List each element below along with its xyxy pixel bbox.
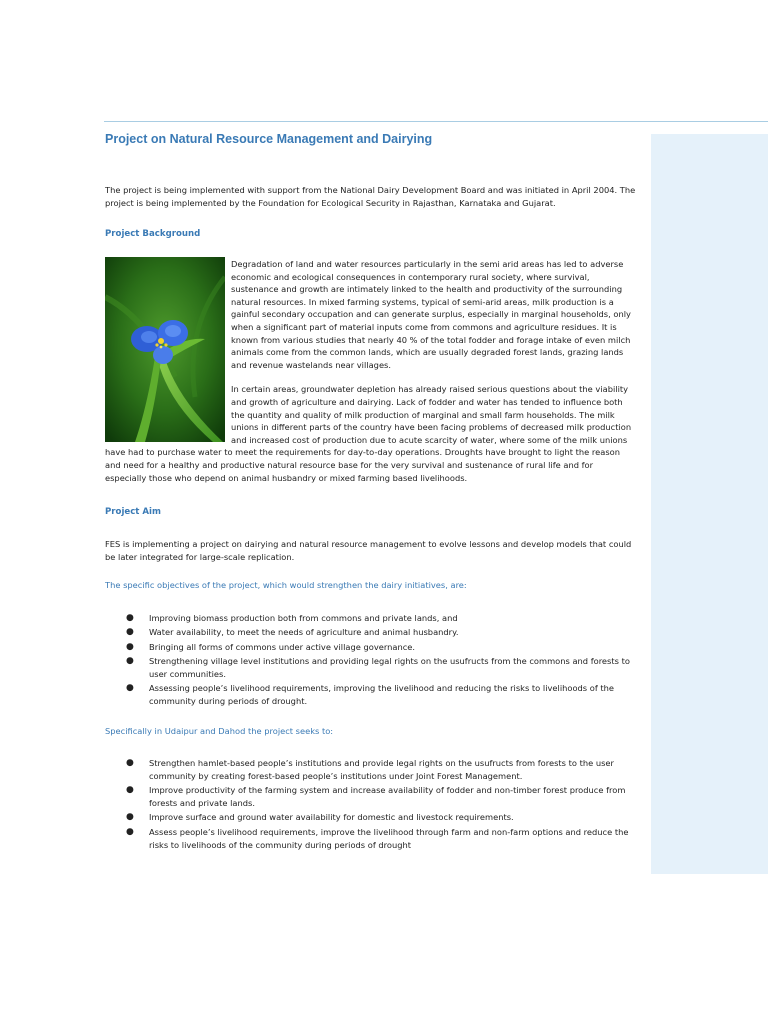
specific-list [124, 757, 644, 853]
bullet-icon: ● [126, 613, 134, 623]
bullet-icon: ● [126, 683, 134, 694]
list-item: ● Improving biomass production both from commons and private lands, and [126, 613, 458, 623]
list-item: ● Assessing people’s livelihood requirements, improving the livelihood and reducing the risks to livelihoods of the community during periods of drought. [126, 683, 615, 707]
header-rule [104, 121, 768, 122]
list-item: ● Water availability, to meet the needs of agriculture and animal husbandry. [126, 627, 459, 638]
bullet-icon: ● [126, 812, 134, 823]
bullet-icon: ● [126, 826, 134, 837]
background-paragraph-2: In certain areas, groundwater depletion has already raised serious questions about the viability and growth of agriculture and dairying. Lack of fodder and water has tended to influence both the quantity and quality of milk production of marginal and small farm households. The milk unions in different parts of the country have been facing problems of decreased milk production and increased cost of production due to acute scarcity of water, where some of the milk unions have had to purchase water to meet the requirements for day-to-day operations. Droughts have brought to light the reason and need for a healthy and productive natural resource base for the very survival and sustenance of rural life and for especially those who depend on animal husbandry or mixed farming based livelihoods. [105, 384, 632, 483]
list-item: ● Strengthen hamlet-based people’s institutions and provide legal rights on the usufructs from forests to the user community by creating forest-based people’s institutions under Joint Forest Management. [126, 758, 614, 781]
bullet-icon: ● [126, 785, 134, 796]
bullet-icon: ● [126, 641, 134, 652]
page-title: Project on Natural Resource Management and Dairying [105, 132, 433, 146]
list-item: ● Bringing all forms of commons under active village governance. [126, 641, 416, 652]
background-heading: Project Background [105, 229, 201, 239]
list-item: ● Assess people’s livelihood requirements, improve the livelihood through farm and non-farm options and reduce the risks to livelihoods of the community during periods of drought [126, 826, 629, 850]
bullet-icon: ● [126, 627, 134, 638]
bullet-icon: ● [126, 758, 134, 768]
background-paragraph-1: Degradation of land and water resources particularly in the semi arid areas has led to adverse economic and ecological consequences in contemporary rural society, where survival, sustenance and growth are intimately linked to the health and productivity of the surrounding natural resources. In mixed farming systems, typical of semi-arid areas, milk production is a gainful secondary occupation and can generate surplus, especially in marginal households, only when a significant part of material inputs come from commons and agriculture residues. It is known from various studies that nearly 40 % of the total fodder and forage intake of even milch animals come from the common lands, which are usually degraded forest lands, grazing lands and revenue wastelands near villages. [231, 259, 631, 370]
list-item: ● Improve productivity of the farming system and increase availability of fodder and non-timber forest produce from forests and private lands. [126, 785, 626, 808]
side-panel [651, 134, 768, 874]
list-item: ● Strengthening village level institutions and providing legal rights on the usufructs from the commons and forests to user communities. [126, 656, 630, 679]
specific-heading: Specifically in Udaipur and Dahod the project seeks to: [105, 726, 334, 736]
background-text [105, 258, 636, 496]
objectives-heading: The specific objectives of the project, which would strengthen the dairy initiatives, are: [105, 580, 467, 590]
aim-paragraph: FES is implementing a project on dairying and natural resource management to evolve lessons and develop models that could be later integrated for large-scale replication. [105, 539, 632, 562]
list-item: ● Improve surface and ground water availability for domestic and livestock requirements. [126, 812, 514, 823]
aim-heading: Project Aim [105, 507, 161, 517]
bullet-icon: ● [126, 656, 134, 667]
intro-paragraph: The project is being implemented with support from the National Dairy Development Board and was initiated in April 2004. The project is being implemented by the Foundation for Ecological Security in Rajasthan, Karnataka and Gujarat. [105, 185, 636, 208]
objectives-list [124, 612, 644, 710]
